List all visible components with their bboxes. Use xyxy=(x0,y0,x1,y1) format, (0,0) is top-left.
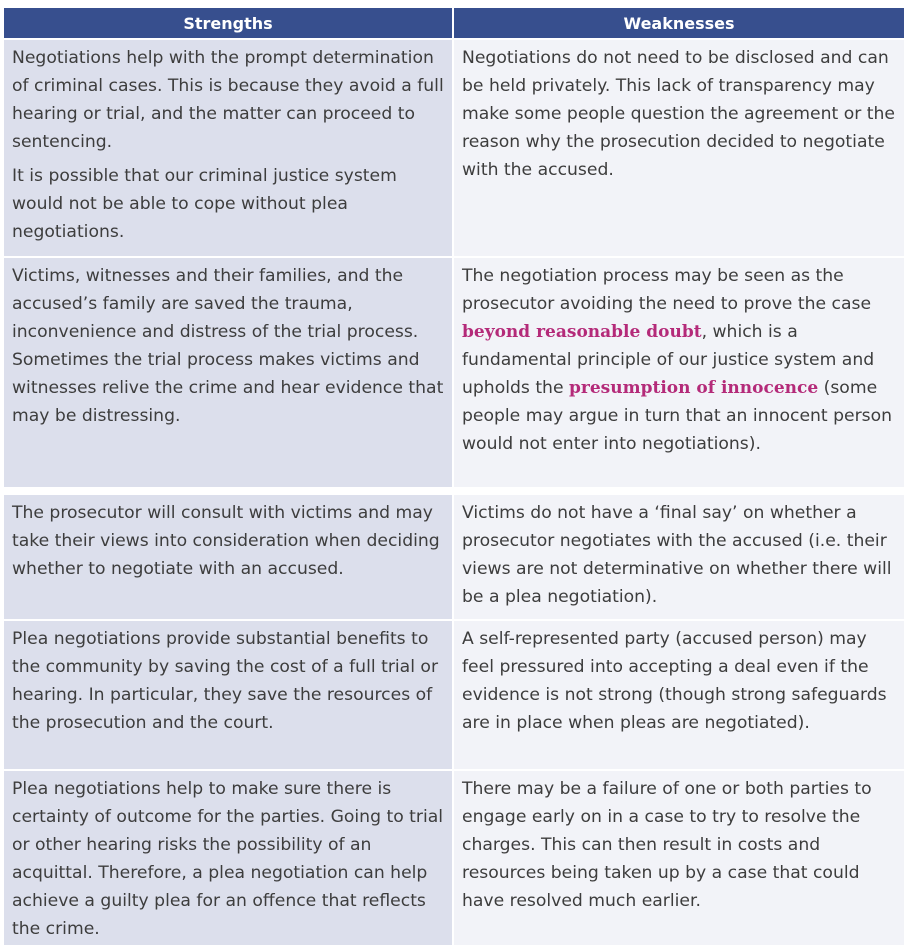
strength-text: Plea negotiations provide substantial benefits to the community by saving the cost of a full trial or hearing. In particular, they save the resources of the prosecution and the court. xyxy=(12,629,439,733)
weaknesses-header: Weaknesses xyxy=(454,8,904,38)
strength-text: It is possible that our criminal justice system would not be able to cope without plea negotiations. xyxy=(12,166,397,242)
weakness-text-part: The negotiation process may be seen as the prosecutor avoiding the need to prove the case xyxy=(462,266,872,314)
weakness-text xyxy=(462,262,896,458)
table-row xyxy=(4,495,904,619)
table-row xyxy=(4,40,904,256)
strength-cell xyxy=(4,40,452,256)
weakness-text-part: , which is a fundamental principle of our justice system and upholds the xyxy=(462,322,875,398)
strengths-header: Strengths xyxy=(4,8,452,38)
row-gap xyxy=(4,487,904,493)
table-row xyxy=(4,771,904,945)
strength-cell xyxy=(4,258,452,487)
strength-text: Negotiations help with the prompt determination of criminal cases. This is because they avoid a full hearing or trial, and the matter can proceed to sentencing. xyxy=(12,48,444,152)
weakness-cell xyxy=(454,621,904,769)
strength-cell xyxy=(4,771,452,945)
weakness-text: Victims do not have a ‘final say’ on whether a prosecutor negotiates with the accused (i.e. their views are not determinative on whether there will be a plea negotiation). xyxy=(462,503,892,607)
weakness-text-part: (some people may argue in turn that an innocent person would not enter into negotiations). xyxy=(462,378,893,454)
weakness-cell xyxy=(454,495,904,619)
table-row xyxy=(4,621,904,769)
strength-text: Victims, witnesses and their families, and the accused’s family are saved the trauma, inconvenience and distress of the trial process. Sometimes the trial process makes victims and witnesses relive the crime and hear evidence that may be distressing. xyxy=(12,266,444,426)
strengths-weaknesses-table xyxy=(4,8,904,945)
key-term-presumption-of-innocence: presumption of innocence xyxy=(569,378,819,398)
weakness-text: There may be a failure of one or both parties to engage early on in a case to try to resolve the charges. This can then result in costs and resources being taken up by a case that could have resolved much earlier. xyxy=(462,779,872,911)
strength-cell xyxy=(4,495,452,619)
table-header xyxy=(4,8,904,38)
weakness-text: Negotiations do not need to be disclosed and can be held privately. This lack of transparency may make some people question the agreement or the reason why the prosecution decided to negotiate with the accused. xyxy=(462,48,895,180)
weakness-text: A self-represented party (accused person) may feel pressured into accepting a deal even if the evidence is not strong (though strong safeguards are in place when pleas are negotiated). xyxy=(462,629,887,733)
table-row xyxy=(4,258,904,487)
strength-text: Plea negotiations help to make sure there is certainty of outcome for the parties. Going to trial or other hearing risks the possibility of an acquittal. Therefore, a plea negotiation can help achieve a guilty plea for an offence that reflects the crime. xyxy=(12,779,444,939)
weakness-cell xyxy=(454,771,904,945)
weakness-cell xyxy=(454,258,904,487)
strength-text: The prosecutor will consult with victims and may take their views into consideration when deciding whether to negotiate with an accused. xyxy=(12,503,440,579)
weakness-cell xyxy=(454,40,904,256)
strength-cell xyxy=(4,621,452,769)
key-term-beyond-reasonable-doubt: beyond reasonable doubt xyxy=(462,322,702,342)
